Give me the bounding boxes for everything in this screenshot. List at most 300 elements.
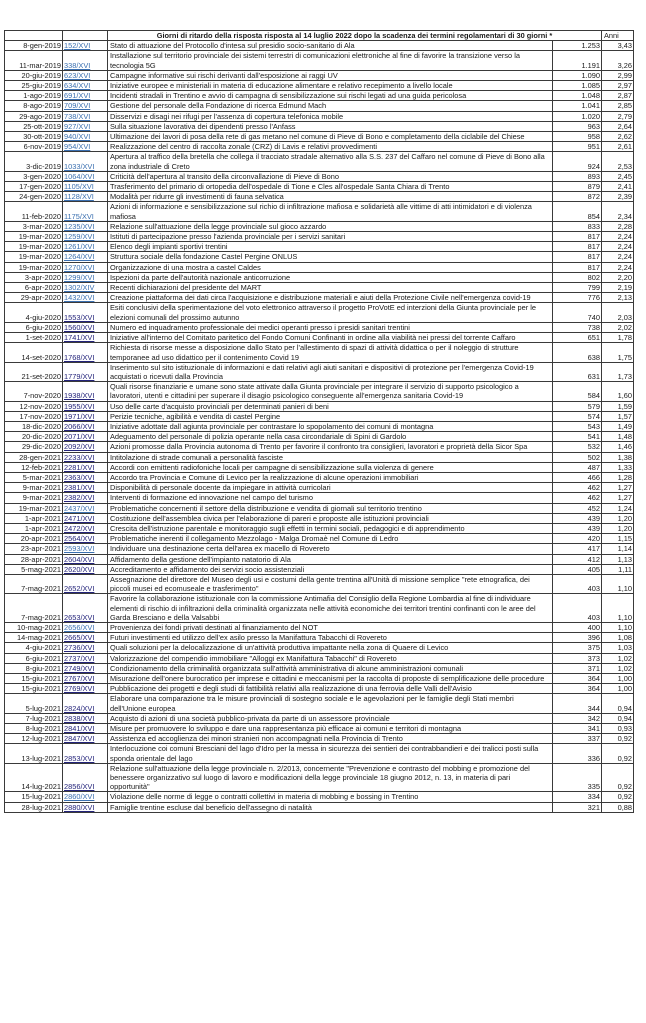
row-delay-years: 0,94 <box>602 694 634 713</box>
table-row <box>5 202 634 221</box>
table-row <box>5 493 634 503</box>
row-id-cell <box>63 663 108 673</box>
interrogation-link[interactable]: 2092/XVI <box>64 442 95 452</box>
table-row <box>5 343 634 362</box>
interrogation-link[interactable]: 2860/XVI <box>64 792 95 802</box>
row-delay-years: 2,64 <box>602 121 634 131</box>
row-description: Campagne informative sui rischi derivanti dall'esposizione ai raggi UV <box>108 70 553 80</box>
row-delay-days: 341 <box>553 724 602 734</box>
row-date: 23-apr-2021 <box>5 544 63 554</box>
row-description: Crescita dell'istruzione parentale e monitoraggio sugli effetti in termini sociali, pedagogici e di apprendimento <box>108 523 553 533</box>
row-delay-years: 1,28 <box>602 472 634 482</box>
row-date: 15-lug-2021 <box>5 792 63 802</box>
row-description: Famiglie trentine escluse dal beneficio dell'assegno di natalità <box>108 802 553 812</box>
row-date: 15-giu-2021 <box>5 674 63 684</box>
row-date: 8-ago-2019 <box>5 101 63 111</box>
interrogation-link[interactable]: 2749/XVI <box>64 663 95 673</box>
row-delay-years: 1,73 <box>602 362 634 381</box>
row-description: Costituzione dell'assemblea civica per l'elaborazione di pareri e proposte alle istituzioni provinciali <box>108 513 553 523</box>
table-title: Giorni di ritardo della risposta risposta al 14 luglio 2022 dopo la scadenza dei termini regolamentari di 30 giorni <box>156 31 548 40</box>
interrogation-link[interactable]: 2381/XVI <box>64 483 95 493</box>
row-description: Azioni promosse dalla Provincia autonoma di Trento per favorire il confronto tra consiglieri, lavoratori e proprietà della Sicor Spa <box>108 442 553 452</box>
row-date: 11-mar-2019 <box>5 51 63 70</box>
row-delay-years: 1,10 <box>602 574 634 593</box>
row-delay-years: 2,03 <box>602 303 634 322</box>
row-delay-days: 532 <box>553 442 602 452</box>
row-delay-years: 2,99 <box>602 70 634 80</box>
interrogation-link[interactable]: 1560/XVI <box>64 322 95 332</box>
row-delay-days: 854 <box>553 202 602 221</box>
row-date: 5-lug-2021 <box>5 694 63 713</box>
row-id-cell <box>63 792 108 802</box>
interrogation-link[interactable]: 2233/XVI <box>64 452 95 462</box>
row-date: 12-nov-2020 <box>5 401 63 411</box>
table-row <box>5 724 634 734</box>
row-date: 28-gen-2021 <box>5 452 63 462</box>
interrogation-link[interactable]: 1302/XIV <box>64 283 95 293</box>
row-description: Quali risorse finanziarie e umane sono state attivate dalla Giunta provinciale per integrare il servizio di supporto psicologico a lavoratori, utenti e cittadini per superare il disagio psicologico conseguente all'emergenza sanitaria Covid-19 <box>108 382 553 401</box>
row-delay-years: 3,26 <box>602 51 634 70</box>
table-row <box>5 252 634 262</box>
row-description: Realizzazione del centro di raccolta zonale (CRZ) di Lavis e relativi provvedimenti <box>108 142 553 152</box>
interrogation-link[interactable]: 940/XVI <box>64 132 91 142</box>
row-delay-years: 0,94 <box>602 713 634 723</box>
row-description: Affidamento della gestione dell'impianto natatorio di Ala <box>108 554 553 564</box>
row-description: Interlocuzione coi comuni Bresciani del lago d'Idro per la messa in sicurezza dei sentieri dei contrabbandieri e dei tralicci posti sulla sponda orientale del lago <box>108 744 553 763</box>
row-id-cell <box>63 192 108 202</box>
row-date: 15-giu-2021 <box>5 684 63 694</box>
row-delay-years: 1,15 <box>602 534 634 544</box>
row-id-cell <box>63 221 108 231</box>
row-description: Problematiche concernenti il settore della distribuzione e vendita di giornali sul territorio trentino <box>108 503 553 513</box>
row-delay-days: 579 <box>553 401 602 411</box>
row-date: 20-dic-2020 <box>5 432 63 442</box>
row-delay-days: 958 <box>553 132 602 142</box>
row-delay-years: 1,02 <box>602 663 634 673</box>
row-id-cell <box>63 343 108 362</box>
row-delay-years: 2,79 <box>602 111 634 121</box>
row-id-cell <box>63 421 108 431</box>
row-description: Recenti dichiarazioni del presidente del MART <box>108 283 553 293</box>
row-delay-years: 1,27 <box>602 483 634 493</box>
interrogation-link[interactable]: 2853/XVI <box>64 753 95 763</box>
row-id-cell <box>63 333 108 343</box>
row-description: Richiesta di risorse messe a disposizione dallo Stato per l'allestimento di spazi di attività didattica o per il noleggio di strutture temporanee ad uso didattico per il contenimento Covid 19 <box>108 343 553 362</box>
row-date: 19-mar-2020 <box>5 242 63 252</box>
row-delay-days: 872 <box>553 192 602 202</box>
interrogation-link[interactable]: 1299/XVI <box>64 272 95 282</box>
row-id-cell <box>63 694 108 713</box>
row-delay-years: 1,59 <box>602 401 634 411</box>
table-row <box>5 554 634 564</box>
row-description: Stato di attuazione del Protocollo d'intesa sul presidio socio-sanitario di Ala <box>108 41 553 51</box>
row-date: 13-lug-2021 <box>5 744 63 763</box>
row-description: Accreditamento e affidamento dei servizi socio assistenziali <box>108 564 553 574</box>
interrogation-link[interactable]: 1259/XVI <box>64 232 95 242</box>
row-date: 3-gen-2020 <box>5 171 63 181</box>
table-row <box>5 744 634 763</box>
row-delay-days: 893 <box>553 171 602 181</box>
row-date: 4-giu-2021 <box>5 643 63 653</box>
row-delay-days: 337 <box>553 734 602 744</box>
row-description: Creazione piattaforma dei dati circa l'acquisizione e distribuzione materiali e aiuti della Protezione Civile nell'emergenza covid-19 <box>108 293 553 303</box>
table-row <box>5 221 634 231</box>
interrogation-link[interactable]: 2604/XVI <box>64 554 95 564</box>
table-row <box>5 70 634 80</box>
interrogation-link[interactable]: 2071/XVI <box>64 432 95 442</box>
table-row <box>5 333 634 343</box>
row-id-cell <box>63 544 108 554</box>
header-years: Anni <box>602 31 634 41</box>
row-description: Uso delle carte d'acquisto provinciali per determinati panieri di beni <box>108 401 553 411</box>
interrogation-link[interactable]: 2437/XVI <box>64 503 95 513</box>
table-row <box>5 303 634 322</box>
row-description: Assistenza ed accoglienza dei minori stranieri non accompagnati nella Provincia di Trento <box>108 734 553 744</box>
row-delay-years: 1,78 <box>602 333 634 343</box>
row-delay-days: 776 <box>553 293 602 303</box>
row-delay-days: 396 <box>553 633 602 643</box>
row-id-cell <box>63 242 108 252</box>
row-date: 29-apr-2020 <box>5 293 63 303</box>
interrogation-link[interactable]: 1270/XVI <box>64 262 95 272</box>
row-id-cell <box>63 594 108 623</box>
row-id-cell <box>63 462 108 472</box>
interrogation-link[interactable]: 2593/XVI <box>64 544 95 554</box>
row-date: 5-mag-2021 <box>5 564 63 574</box>
interrogation-link[interactable]: 634/XVI <box>64 81 91 91</box>
interrogation-link[interactable]: 2838/XVI <box>64 713 95 723</box>
interrogation-link[interactable]: 1261/XVI <box>64 242 95 252</box>
row-delay-years: 1,27 <box>602 493 634 503</box>
row-delay-years: 0,92 <box>602 744 634 763</box>
row-description: Acquisto di azioni di una società pubblico-privata da parte di un assessore provinciale <box>108 713 553 723</box>
row-id-cell <box>63 763 108 792</box>
table-row <box>5 663 634 673</box>
row-delay-days: 462 <box>553 493 602 503</box>
row-description: Apertura al traffico della bretella che collega il tracciato stradale alternativo alla S.S. 237 del Caffaro nel comune di Pieve di Bono alla zona industriale di Creto <box>108 152 553 171</box>
table-row <box>5 101 634 111</box>
row-id-cell <box>63 432 108 442</box>
row-id-cell <box>63 132 108 142</box>
row-id-cell <box>63 724 108 734</box>
row-delay-days: 439 <box>553 513 602 523</box>
row-description: Condizionamento della criminalità organizzata sull'attività amministrativa di alcune amministrazioni comunali <box>108 663 553 673</box>
row-description: Adeguamento del personale di polizia operante nella casa circondariale di Spini di Gardolo <box>108 432 553 442</box>
header-date-cell <box>5 31 63 41</box>
row-delay-years: 1,20 <box>602 513 634 523</box>
row-delay-years: 2,24 <box>602 252 634 262</box>
row-id-cell <box>63 653 108 663</box>
interrogation-link[interactable]: 1235/XVI <box>64 221 95 231</box>
row-date: 17-gen-2020 <box>5 182 63 192</box>
table-row <box>5 111 634 121</box>
interrogation-link[interactable]: 2841/XVI <box>64 724 95 734</box>
row-id-cell <box>63 674 108 684</box>
table-row <box>5 262 634 272</box>
row-delay-years: 2,85 <box>602 101 634 111</box>
row-id-cell <box>63 493 108 503</box>
interrogation-link[interactable]: 709/XVI <box>64 101 91 111</box>
interrogation-link[interactable]: 738/XVI <box>64 111 91 121</box>
row-date: 3-dic-2019 <box>5 152 63 171</box>
interrogation-link[interactable]: 2847/XVI <box>64 734 95 744</box>
table-row <box>5 534 634 544</box>
interrogation-link[interactable]: 2665/XVI <box>64 633 95 643</box>
row-id-cell <box>63 411 108 421</box>
interrogation-link[interactable]: 2736/XVI <box>64 643 95 653</box>
row-delay-years: 2,02 <box>602 322 634 332</box>
table-row <box>5 653 634 663</box>
row-delay-days: 802 <box>553 272 602 282</box>
row-id-cell <box>63 554 108 564</box>
table-row <box>5 694 634 713</box>
row-description: Assegnazione del direttore del Museo degli usi e costumi della gente trentina all'Unità di missione semplice "rete etnografica, dei piccoli musei ed ecomuseale e trasferimento" <box>108 574 553 593</box>
interrogation-link[interactable]: 2653/XVI <box>64 612 95 622</box>
interrogation-link[interactable]: 1033/XVI <box>64 161 95 171</box>
row-description: Struttura sociale della fondazione Castel Pergine ONLUS <box>108 252 553 262</box>
row-description: Futuri investimenti ed utilizzo dell'ex asilo presso la Manifattura Tabacchi di Rovereto <box>108 633 553 643</box>
row-date: 3-mar-2020 <box>5 221 63 231</box>
interrogation-link[interactable]: 2856/XVI <box>64 782 95 792</box>
row-delay-years: 1,57 <box>602 411 634 421</box>
row-id-cell <box>63 252 108 262</box>
row-id-cell <box>63 91 108 101</box>
row-description: Pubblicazione dei progetti e degli studi di fattibilità relativi alla realizzazione di una ferrovia delle Valli dell'Avisio <box>108 684 553 694</box>
row-delay-days: 543 <box>553 421 602 431</box>
row-description: Problematiche inerenti il collegamento Mezzolago - Malga Dromaè nel Comune di Ledro <box>108 534 553 544</box>
row-delay-days: 466 <box>553 472 602 482</box>
row-id-cell <box>63 362 108 381</box>
row-date: 19-mar-2020 <box>5 252 63 262</box>
row-delay-days: 638 <box>553 343 602 362</box>
interrogation-link[interactable]: 2281/XVI <box>64 462 95 472</box>
row-delay-days: 1.048 <box>553 91 602 101</box>
table-row <box>5 152 634 171</box>
row-description: Quali soluzioni per la delocalizzazione di un'attività produttiva impattante nella zona di Quaere di Levico <box>108 643 553 653</box>
table-row <box>5 272 634 282</box>
row-date: 5-mar-2021 <box>5 472 63 482</box>
row-delay-days: 462 <box>553 483 602 493</box>
interrogation-link[interactable]: 691/XVI <box>64 91 91 101</box>
interrogation-link[interactable]: 2737/XVI <box>64 653 95 663</box>
table-row <box>5 763 634 792</box>
row-id-cell <box>63 802 108 812</box>
table-row <box>5 633 634 643</box>
row-delay-years: 1,00 <box>602 684 634 694</box>
interrogation-link[interactable]: 1175/XVI <box>64 211 94 221</box>
table-row <box>5 322 634 332</box>
row-delay-days: 321 <box>553 802 602 812</box>
table-row <box>5 684 634 694</box>
row-delay-days: 951 <box>553 142 602 152</box>
row-delay-years: 1,10 <box>602 622 634 632</box>
row-delay-days: 502 <box>553 452 602 462</box>
interrogation-link[interactable]: 623/XVI <box>64 70 91 80</box>
row-description: Istituti di partecipazione presso l'azienda provinciale per i servizi sanitari <box>108 232 553 242</box>
row-delay-days: 740 <box>553 303 602 322</box>
row-description: Disponibilità di personale docente da impiegare in attività curricolari <box>108 483 553 493</box>
interrogation-link[interactable]: 2767/XVI <box>64 674 95 683</box>
row-id-cell <box>63 171 108 181</box>
row-date: 25-ott-2019 <box>5 121 63 131</box>
row-description: Accordo tra Provincia e Comune di Levico per la realizzazione di alcune operazioni immobiliari <box>108 472 553 482</box>
row-delay-years: 1,20 <box>602 523 634 533</box>
row-delay-days: 364 <box>553 674 602 684</box>
interrogation-link[interactable]: 954/XVI <box>64 142 91 152</box>
table-row <box>5 574 634 593</box>
row-date: 21-set-2020 <box>5 362 63 381</box>
row-date: 7-lug-2021 <box>5 713 63 723</box>
interrogation-link[interactable]: 2880/XVI <box>64 802 95 812</box>
row-delay-years: 1,38 <box>602 452 634 462</box>
row-delay-days: 1.041 <box>553 101 602 111</box>
row-id-cell <box>63 51 108 70</box>
interrogation-link[interactable]: 2472/XVI <box>64 523 95 533</box>
row-delay-days: 963 <box>553 121 602 131</box>
interrogation-link[interactable]: 1128/XVI <box>64 192 94 202</box>
row-date: 3-apr-2020 <box>5 272 63 282</box>
row-id-cell <box>63 643 108 653</box>
interrogation-link[interactable]: 2363/XVI <box>64 472 95 482</box>
row-delay-days: 1.191 <box>553 51 602 70</box>
table-row <box>5 483 634 493</box>
row-delay-days: 334 <box>553 792 602 802</box>
interrogation-link[interactable]: 338/XVI <box>64 60 91 70</box>
row-delay-days: 400 <box>553 622 602 632</box>
row-delay-days: 412 <box>553 554 602 564</box>
interrogation-link[interactable]: 1064/XVI <box>64 171 95 181</box>
interrogation-link[interactable]: 1971/XVI <box>64 411 95 421</box>
row-description: Elenco degli impianti sportivi trentini <box>108 242 553 252</box>
row-id-cell <box>63 202 108 221</box>
interrogation-link[interactable]: 2824/XVI <box>64 703 95 713</box>
row-id-cell <box>63 574 108 593</box>
table-row <box>5 802 634 812</box>
row-delay-days: 487 <box>553 462 602 472</box>
row-date: 12-feb-2021 <box>5 462 63 472</box>
row-delay-years: 0,92 <box>602 763 634 792</box>
row-date: 20-apr-2021 <box>5 534 63 544</box>
row-delay-days: 342 <box>553 713 602 723</box>
row-delay-days: 631 <box>553 362 602 381</box>
interrogation-link[interactable]: 2471/XVI <box>64 513 95 523</box>
table-row <box>5 523 634 533</box>
interrogation-link[interactable]: 152/XVI <box>64 41 91 51</box>
row-date: 8-gen-2019 <box>5 41 63 51</box>
row-delay-years: 0,92 <box>602 734 634 744</box>
interrogation-link[interactable]: 1105/XVI <box>64 182 94 192</box>
row-delay-days: 924 <box>553 152 602 171</box>
row-description: Iniziative adottate dall agiunta provinciale per contrastare lo spopolamento dei comuni di montagna <box>108 421 553 431</box>
row-date: 12-lug-2021 <box>5 734 63 744</box>
row-date: 14-mag-2021 <box>5 633 63 643</box>
interrogation-link[interactable]: 1768/XVI <box>64 352 95 362</box>
row-id-cell <box>63 182 108 192</box>
row-description: Provenienza dei fondi privati destinati al finanziamento del NOT <box>108 622 553 632</box>
interrogation-link[interactable]: 2620/XVI <box>64 564 95 574</box>
interrogation-link[interactable]: 2656/XVI <box>64 622 95 632</box>
row-delay-days: 417 <box>553 544 602 554</box>
row-description: Individuare una destinazione certa dell'area ex macello di Rovereto <box>108 544 553 554</box>
row-description: Ultimazione dei lavori di posa della rete di gas metano nel comune di Pieve di Bono e completamento della ciclabile del Chiese <box>108 132 553 142</box>
row-delay-years: 3,43 <box>602 41 634 51</box>
row-delay-days: 817 <box>553 252 602 262</box>
row-date: 9-mar-2021 <box>5 493 63 503</box>
row-delay-days: 373 <box>553 653 602 663</box>
row-id-cell <box>63 81 108 91</box>
row-description: Azioni di informazione e sensibilizzazione sul richio di infiltrazione mafiosa e solidarietà alle vittime di atti intimidatori e di violenza mafiosa <box>108 202 553 221</box>
row-date: 14-lug-2021 <box>5 763 63 792</box>
table-row <box>5 401 634 411</box>
row-id-cell <box>63 442 108 452</box>
row-date: 30-ott-2019 <box>5 132 63 142</box>
row-description: Elaborare una comparazione tra le misure provinciali di sostegno sociale e le agevolazioni per le famiglie degli Stati membri dell'Unione europea <box>108 694 553 713</box>
row-id-cell <box>63 293 108 303</box>
interrogation-link[interactable]: 1553/XVI <box>64 312 95 322</box>
interrogation-link[interactable]: 1779/XVI <box>64 371 95 381</box>
row-description: Disservizi e disagi nei rifugi per l'assenza di copertura telefonica mobile <box>108 111 553 121</box>
table-row <box>5 503 634 513</box>
interrogation-link[interactable]: 2564/XVI <box>64 534 95 544</box>
interrogation-link[interactable]: 1741/XVI <box>64 333 95 343</box>
table-row <box>5 182 634 192</box>
row-delay-years: 2,19 <box>602 283 634 293</box>
table-row <box>5 171 634 181</box>
row-date: 24-gen-2020 <box>5 192 63 202</box>
row-delay-years: 2,20 <box>602 272 634 282</box>
row-delay-days: 364 <box>553 684 602 694</box>
interrogation-link[interactable]: 2769/XVI <box>64 684 95 694</box>
row-delay-days: 371 <box>553 663 602 673</box>
row-delay-days: 403 <box>553 574 602 593</box>
row-delay-days: 817 <box>553 262 602 272</box>
row-date: 19-mar-2020 <box>5 232 63 242</box>
header-asterisk: * <box>549 31 553 40</box>
row-id-cell <box>63 633 108 643</box>
interrogation-link[interactable]: 1955/XVI <box>64 401 95 411</box>
row-id-cell <box>63 513 108 523</box>
interrogations-delay-table <box>4 30 634 813</box>
row-delay-days: 799 <box>553 283 602 293</box>
row-description: Incidenti stradali in Trentino e avvio di campagna di sensibilizzazione sui rischi legati ad una guida pericolosa <box>108 91 553 101</box>
interrogation-link[interactable]: 2652/XVI <box>64 584 95 594</box>
row-delay-years: 1,49 <box>602 421 634 431</box>
interrogation-link[interactable]: 2382/XVI <box>64 493 95 503</box>
row-delay-years: 2,97 <box>602 81 634 91</box>
row-delay-years: 2,53 <box>602 152 634 171</box>
row-description: Organizzazione di una mostra a castel Caldes <box>108 262 553 272</box>
row-id-cell <box>63 70 108 80</box>
table-row <box>5 142 634 152</box>
row-delay-years: 1,46 <box>602 442 634 452</box>
row-date: 6-giu-2021 <box>5 653 63 663</box>
interrogation-link[interactable]: 2066/XVI <box>64 421 95 431</box>
row-description: Relazione sull'attuazione della legge provinciale sul gioco azzardo <box>108 221 553 231</box>
row-description: Esiti conclusivi della sperimentazione del voto elettronico attraverso il progetto ProVotE ed interzioni della Giunta provinciale per le elezioni comunali del prossimo autunno <box>108 303 553 322</box>
interrogation-link[interactable]: 1938/XVI <box>64 391 95 401</box>
row-delay-years: 1,11 <box>602 564 634 574</box>
interrogation-link[interactable]: 1264/XVI <box>64 252 95 262</box>
row-date: 18-dic-2020 <box>5 421 63 431</box>
interrogation-link[interactable]: 1432/XVI <box>64 293 95 303</box>
row-id-cell <box>63 121 108 131</box>
row-id-cell <box>63 142 108 152</box>
row-delay-years: 2,34 <box>602 202 634 221</box>
row-id-cell <box>63 523 108 533</box>
row-id-cell <box>63 303 108 322</box>
row-id-cell <box>63 452 108 462</box>
interrogation-link[interactable]: 927/XVI <box>64 121 91 131</box>
